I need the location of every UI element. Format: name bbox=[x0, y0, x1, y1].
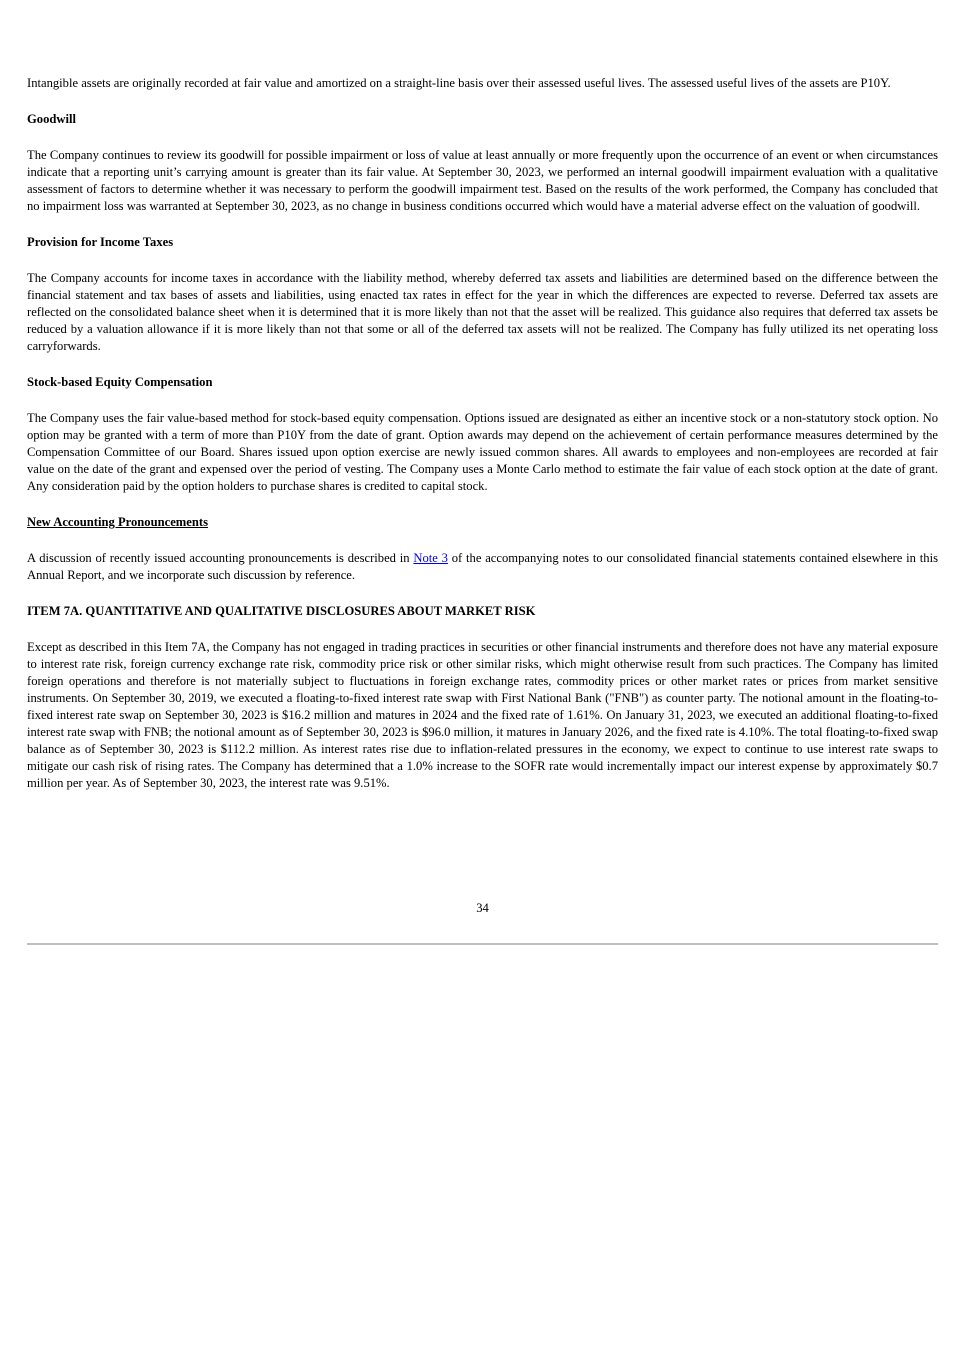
new-pronouncements-heading: New Accounting Pronouncements bbox=[27, 515, 208, 529]
stock-compensation-heading: Stock-based Equity Compensation bbox=[27, 375, 213, 389]
new-pronouncements-text-after: of the accompanying notes to our consolidated financial statements contained elsewhere in this Annual Report, and we incorporate such discussion by reference. bbox=[27, 551, 938, 582]
new-pronouncements-paragraph bbox=[27, 550, 938, 584]
stock-compensation-paragraph: The Company uses the fair value-based method for stock-based equity compensation. Options issued are designated as either an incentive stock or a non-statutory stock option. No option may be granted with a term of more than P10Y from the date of grant. Option awards may depend on the achievement of certain performance measures determined by the Compensation Committee of our Board. Shares issued upon option exercise are newly issued common shares. All awards to employees and non-employees are recorded at fair value on the date of the grant and expensed over the period of vesting. The Company uses a Monte Carlo method to estimate the fair value of each stock option at the date of grant. Any consideration paid by the option holders to purchase shares is credited to capital stock. bbox=[27, 411, 938, 493]
document-body bbox=[27, 75, 938, 792]
income-taxes-paragraph: The Company accounts for income taxes in accordance with the liability method, whereby deferred tax assets and liabilities are determined based on the difference between the financial statement and tax bases of assets and liabilities, using enacted tax rates in effect for the year in which the differences are expected to reverse. Deferred tax assets are reflected on the consolidated balance sheet when it is determined that it is more likely than not that the asset will be realized. This guidance also requires that deferred tax assets be reduced by a valuation allowance if it is more likely than not that some or all of the deferred tax assets will not be realized. The Company has fully utilized its net operating loss carryforwards. bbox=[27, 271, 938, 353]
new-pronouncements-text-before: A discussion of recently issued accounting pronouncements is described in bbox=[27, 551, 414, 565]
intangibles-paragraph: Intangible assets are originally recorded at fair value and amortized on a straight-line basis over their assessed useful lives. The assessed useful lives of the assets are P10Y. bbox=[27, 76, 891, 90]
page-divider bbox=[27, 943, 938, 945]
note-3-link[interactable]: Note 3 bbox=[413, 551, 448, 565]
goodwill-paragraph: The Company continues to review its goodwill for possible impairment or loss of value at least annually or more frequently upon the occurrence of an event or when circumstances indicate that a reporting unit’s carrying amount is greater than its fair value. At September 30, 2023, we performed an internal goodwill impairment evaluation with a qualitative assessment of factors to determine whether it was necessary to perform the goodwill impairment test. Based on the results of the work performed, the Company has concluded that no impairment loss was warranted at September 30, 2023, as no change in business conditions occurred which would have a material adverse effect on the valuation of goodwill. bbox=[27, 148, 938, 213]
income-taxes-heading: Provision for Income Taxes bbox=[27, 235, 174, 249]
item-7a-heading: ITEM 7A. QUANTITATIVE AND QUALITATIVE DISCLOSURES ABOUT MARKET RISK bbox=[27, 604, 536, 618]
page-number: 34 bbox=[476, 901, 489, 915]
item-7a-paragraph: Except as described in this Item 7A, the Company has not engaged in trading practices in securities or other financial instruments and therefore does not have any material exposure to interest rate risk, foreign currency exchange rate risk, commodity price risk or other similar risks, which might otherwise result from such practices. The Company has limited foreign operations and therefore is not materially subject to fluctuations in foreign exchange rates, commodity prices or other market rates or prices from market sensitive instruments. On September 30, 2019, we executed a floating-to-fixed interest rate swap with First National Bank ("FNB") as counter party. The notional amount in the floating-to-fixed interest rate swap on September 30, 2023 is $16.2 million and matures in 2024 and the fixed rate of 1.61%. On January 31, 2023, we executed an additional floating-to-fixed interest rate swap with FNB; the notional amount as of September 30, 2023 is $96.0 million, it matures in January 2026, and the fixed rate is 4.10%. The total floating-to-fixed swap balance as of September 30, 2023 is $112.2 million. As interest rates rise due to inflation-related pressures in the economy, we expect to continue to use interest rate swaps to mitigate our cash risk of rising rates. The Company has determined that a 1.0% increase to the SOFR rate would incrementally impact our interest expense by approximately $0.7 million per year. As of September 30, 2023, the interest rate was 9.51%. bbox=[27, 640, 938, 790]
goodwill-heading: Goodwill bbox=[27, 112, 76, 126]
